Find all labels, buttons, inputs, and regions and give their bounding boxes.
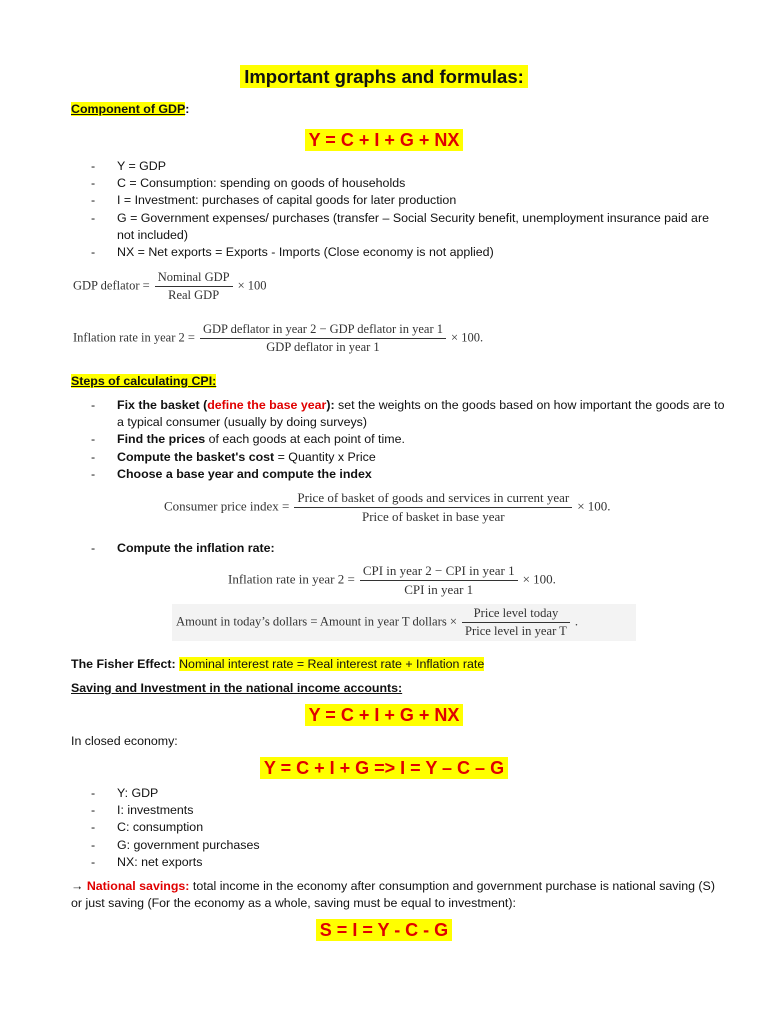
list-item: - Choose a base year and compute the index <box>71 466 726 483</box>
saving-equation-1: Y = C + I + G + NX <box>0 702 768 728</box>
gdp-deflator-formula: GDP deflator = $\frac{\text{Nominal GDP}}{\text{Real GDP}}$ × 100 <box>73 270 267 302</box>
cpi-steps-list-cont <box>71 540 726 557</box>
todays-dollars-formula: Amount in today’s dollars = Amount in year T dollars × $\frac{\text{Price level today}}{\text{Price level in year T}}$ . <box>172 604 636 641</box>
list-item: - NX: net exports <box>71 854 726 871</box>
saving-equation-3: S = I = Y - C - G <box>0 917 768 943</box>
gdp-heading: Component of GDP: <box>71 102 190 116</box>
list-item: - Compute the basket's cost = Quantity x Price <box>71 449 726 466</box>
list-item: - I = Investment: purchases of capital goods for later production <box>71 192 726 209</box>
arrow-icon: → <box>71 879 84 893</box>
gdp-components-list <box>71 158 726 261</box>
list-item: - G = Government expenses/ purchases (transfer – Social Security benefit, unemployment insurance paid are not included) <box>71 210 726 244</box>
variables-list <box>71 785 726 871</box>
national-savings-paragraph: → National savings: total income in the economy after consumption and government purchase is national saving (S) or just saving (For the economy as a whole, saving must be equal to investment): <box>71 879 715 911</box>
fisher-effect: The Fisher Effect: Nominal interest rate = Real interest rate + Inflation rate <box>71 657 485 671</box>
list-item: - Y: GDP <box>71 785 726 802</box>
list-item: - Y = GDP <box>71 158 726 175</box>
cpi-inflation-formula: Inflation rate in year 2 = $\frac{\text{CPI in year 2 − CPI in year 1}}{\text{CPI in year 1}}$ × 100. <box>228 563 556 597</box>
gdp-equation: Y = C + I + G + NX <box>0 127 768 153</box>
saving-equation-2: Y = C + I + G => I = Y – C – G <box>0 755 768 781</box>
cpi-steps-list <box>71 397 726 483</box>
list-item: - Compute the inflation rate: <box>71 540 726 557</box>
list-item: - Fix the basket (define the base year): set the weights on the goods based on how important the goods are to a typical consumer (usually by doing surveys) <box>71 397 726 431</box>
list-item: - C: consumption <box>71 819 726 836</box>
saving-investment-heading: Saving and Investment in the national income accounts: <box>71 681 403 695</box>
list-item: - I: investments <box>71 802 726 819</box>
list-item: - NX = Net exports = Exports - Imports (Close economy is not applied) <box>71 244 726 261</box>
list-item: - C = Consumption: spending on goods of households <box>71 175 726 192</box>
cpi-heading: Steps of calculating CPI: <box>71 374 217 388</box>
page-title: Important graphs and formulas: <box>0 63 768 91</box>
cpi-formula: Consumer price index = $\frac{\text{Price of basket of goods and services in current year}}{\text{Price of basket in base year}}$ × 100. <box>164 490 611 524</box>
list-item: - G: government purchases <box>71 837 726 854</box>
list-item: - Find the prices of each goods at each point of time. <box>71 431 726 448</box>
closed-economy-label: In closed economy: <box>71 734 178 748</box>
deflator-inflation-formula: Inflation rate in year 2 = $\frac{\text{GDP deflator in year 2 − GDP deflator in year 1}}{\text{GDP deflator in year 1}}$ × 100. <box>73 322 484 354</box>
